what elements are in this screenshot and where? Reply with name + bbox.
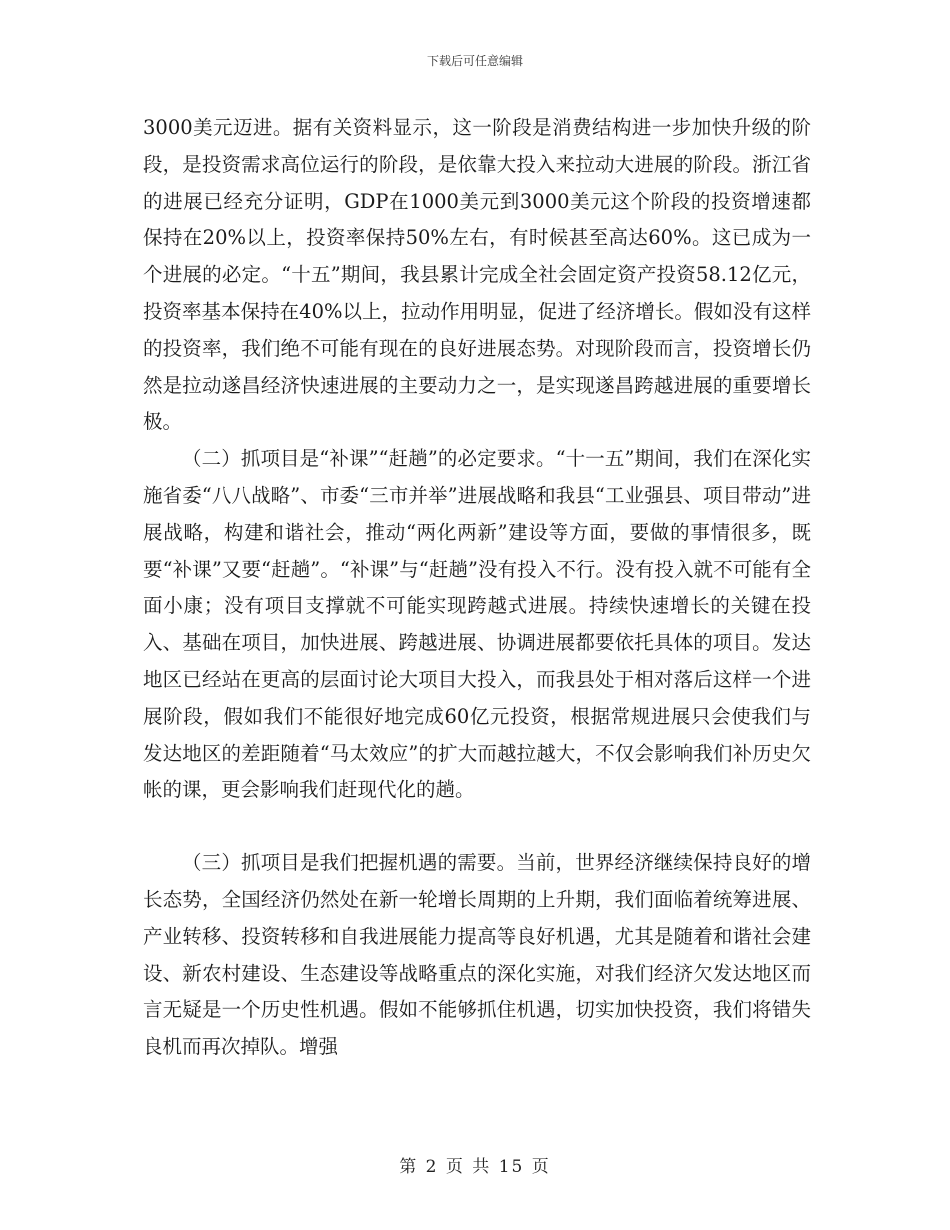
page-number-footer: 第 2 页 共 15 页 xyxy=(399,1157,551,1177)
document-body xyxy=(143,110,811,1066)
page-header-note: 下载后可任意编辑 xyxy=(426,54,523,68)
paragraph-investment-stage: 3000美元迈进。据有关资料显示，这一阶段是消费结构进一步加快升级的阶段，是投资需求高位运行的阶段，是依靠大投入来拉动大进展的阶段。浙江省的进展已经充分证明，GDP在1000美元到3000美元这个阶段的投资增速都保持在20%以上，投资率保持50%左右，有时候甚至高达60%。这已成为一个进展的必定。“十五”期间，我县累计完成全社会固定资产投资58.12亿元，投资率基本保持在40%以上，拉动作用明显，促进了经济增长。假如没有这样的投资率，我们绝不可能有现在的良好进展态势。对现阶段而言，投资增长仍然是拉动遂昌经济快速进展的主要动力之一，是实现遂昌跨越进展的重要增长极。 xyxy=(143,116,811,434)
paragraph-section-two: （二）抓项目是“补课”“赶趟”的必定要求。“十一五”期间，我们在深化实施省委“八八战略”、市委“三市并举”进展战略和我县“工业强县、项目带动”进展战略，构建和谐社会，推动“两化两新”建设等方面，要做的事情很多，既要“补课”又要“赶趟”。“补课”与“赶趟”没有投入不行。没有投入就不可能有全面小康；没有项目支撑就不可能实现跨越式进展。持续快速增长的关键在投入、基础在项目，加快进展、跨越进展、协调进展都要依托具体的项目。发达地区已经站在更高的层面讨论大项目大投入，而我县处于相对落后这样一个进展阶段，假如我们不能很好地完成60亿元投资，根据常规进展只会使我们与发达地区的差距随着“马太效应”的扩大而越拉越大，不仅会影响我们补历史欠帐的课，更会影响我们赶现代化的趟。 xyxy=(143,447,811,802)
paragraph-section-three: （三）抓项目是我们把握机遇的需要。当前，世界经济继续保持良好的增长态势，全国经济仍然处在新一轮增长周期的上升期，我们面临着统筹进展、产业转移、投资转移和自我进展能力提高等良好机遇，尤其是随着和谐社会建设、新农村建设、生态建设等战略重点的深化实施，对我们经济欠发达地区而言无疑是一个历史性机遇。假如不能够抓住机遇，切实加快投资，我们将错失良机而再次掉队。增强 xyxy=(143,851,811,1059)
